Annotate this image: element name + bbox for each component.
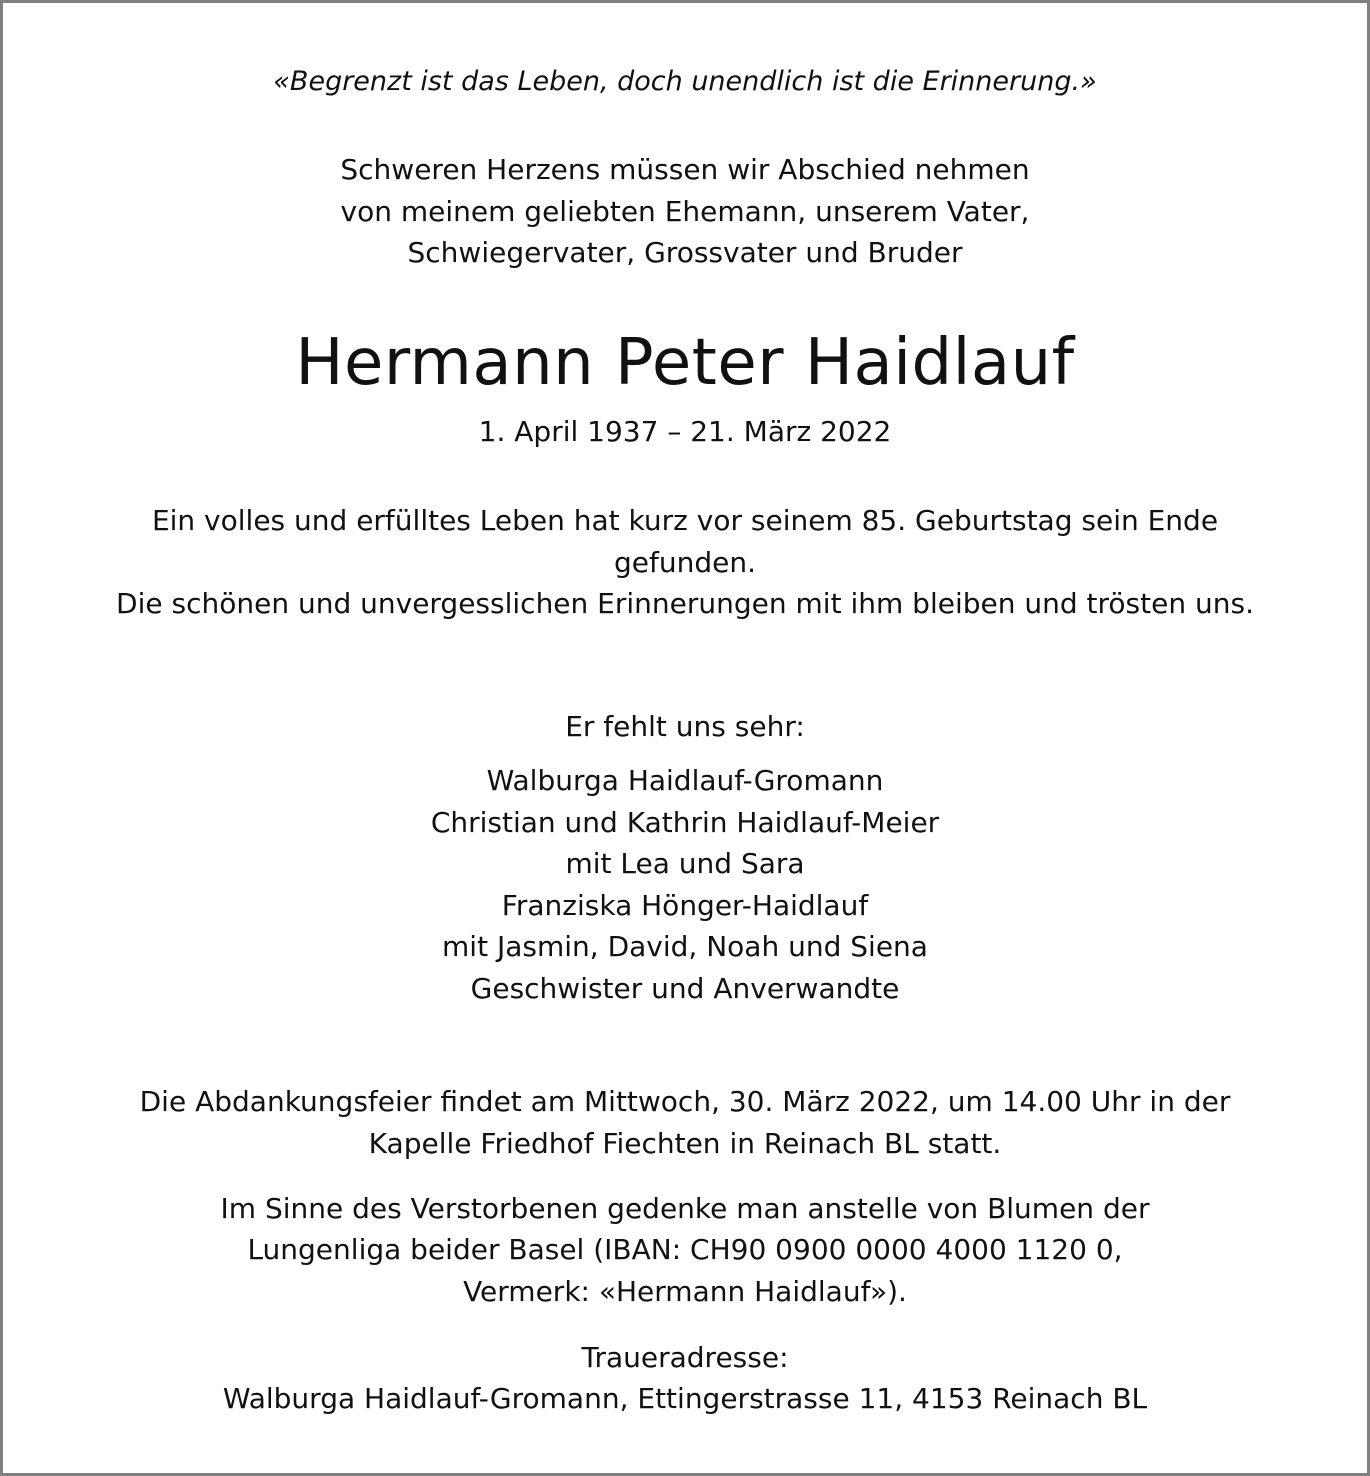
epigraph-quote: «Begrenzt ist das Leben, doch unendlich ist die Erinnerung.» [273,66,1097,97]
donation-line: Lungenliga beider Basel (IBAN: CH90 0900 0000 4000 1120 0, [247,1233,1123,1266]
intro-line: Schweren Herzens müssen wir Abschied nehmen [340,153,1030,186]
mourner-line: Franziska Hönger-Haidlauf [501,889,869,922]
intro-line: von meinem geliebten Ehemann, unserem Vater, [340,195,1030,228]
life-dates: 1. April 1937 – 21. März 2022 [478,415,892,448]
mourning-address: Walburga Haidlauf-Gromann, Ettingerstrasse 11, 4153 Reinach BL [222,1382,1148,1415]
address-label: Traueradresse: [581,1341,789,1374]
intro-line: Schwiegervater, Grossvater und Bruder [407,236,963,269]
mourner-line: Geschwister und Anverwandte [470,972,900,1005]
mourner-line: Walburga Haidlauf-Gromann [486,764,884,797]
tribute-line: Die schönen und unvergesslichen Erinnerungen mit ihm bleiben und trösten uns. [116,587,1254,620]
ceremony-line: Die Abdankungsfeier findet am Mittwoch, 30. März 2022, um 14.00 Uhr in der [139,1085,1231,1118]
mourners-heading: Er fehlt uns sehr: [565,710,805,743]
ceremony-line: Kapelle Friedhof Fiechten in Reinach BL statt. [368,1127,1002,1160]
donation-line: Vermerk: «Hermann Haidlauf»). [463,1275,907,1308]
deceased-name: Hermann Peter Haidlauf [295,326,1075,400]
tribute-line: Ein volles und erfülltes Leben hat kurz vor seinem 85. Geburtstag sein Ende [151,504,1219,537]
donation-line: Im Sinne des Verstorbenen gedenke man anstelle von Blumen der [220,1192,1150,1225]
mourner-line: mit Jasmin, David, Noah und Siena [442,930,928,963]
mourner-line: mit Lea und Sara [565,847,805,880]
mourner-line: Christian und Kathrin Haidlauf-Meier [430,806,940,839]
tribute-line: gefunden. [614,546,756,579]
